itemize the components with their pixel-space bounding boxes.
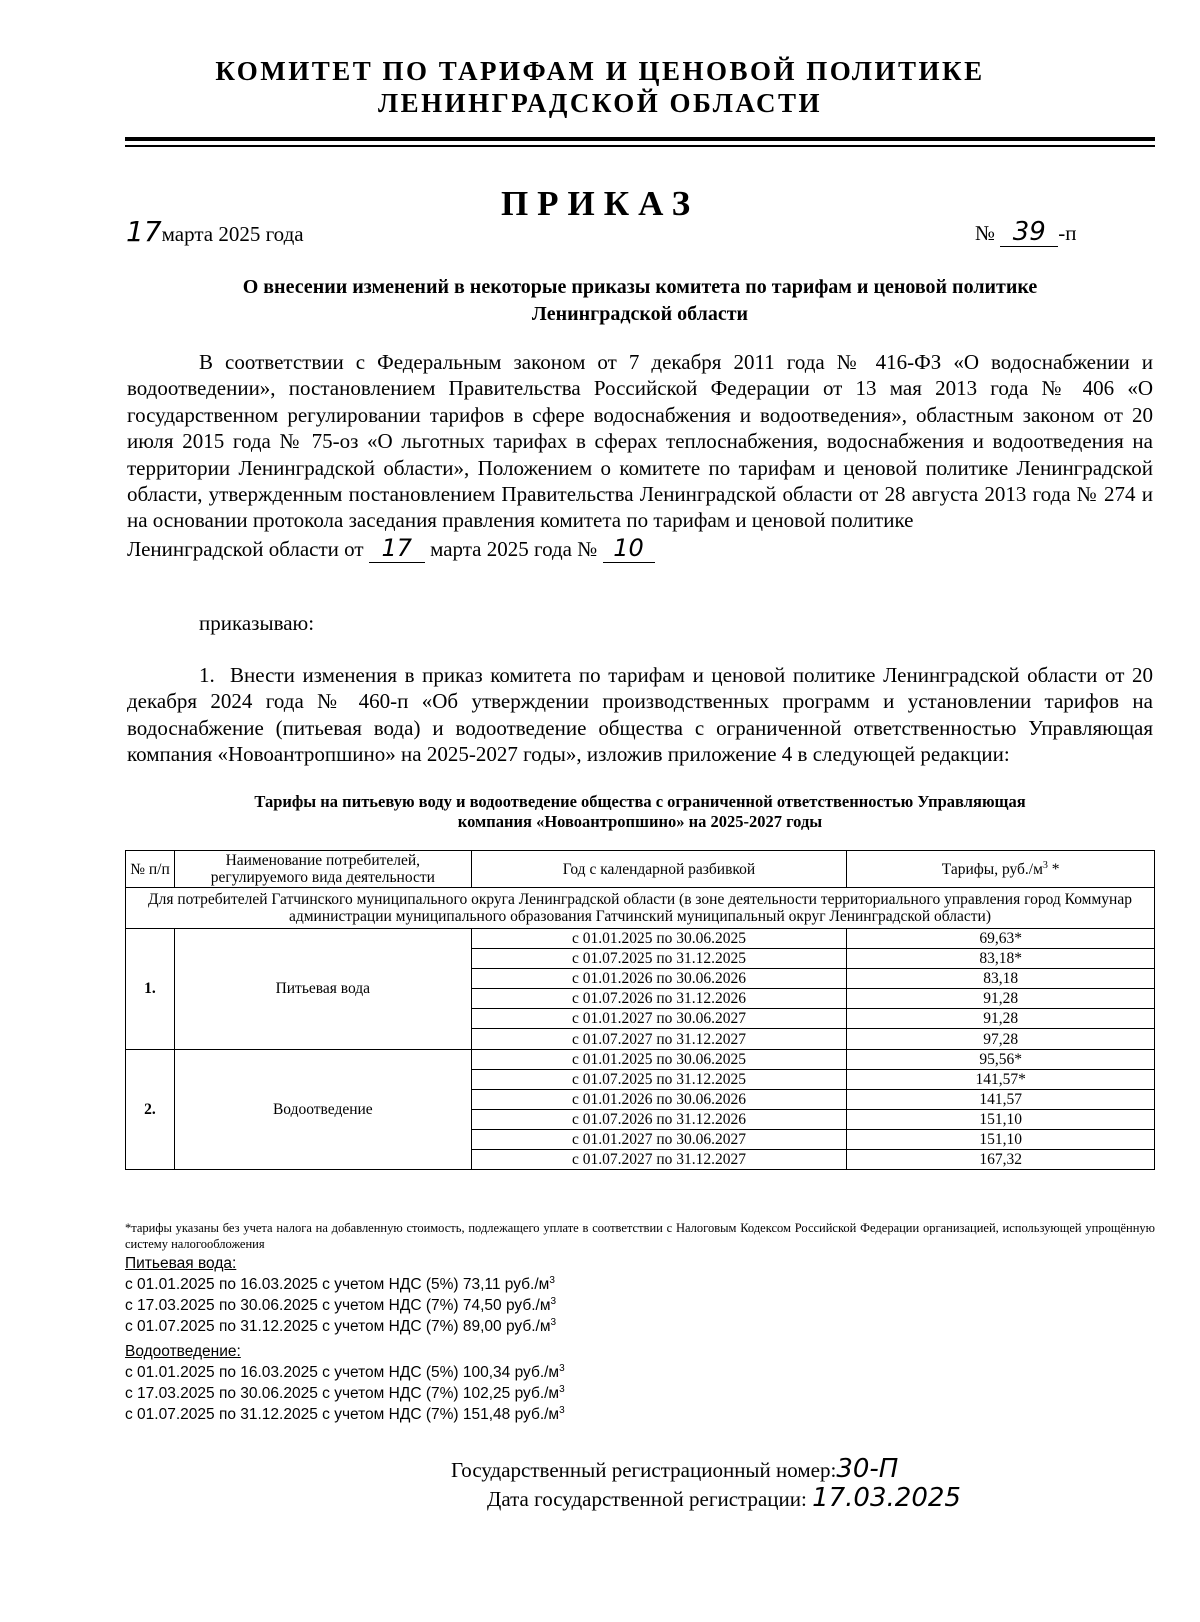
order-number-suffix: -п [1058, 221, 1077, 245]
registration-number-label: Государственный регистрационный номер: [451, 1458, 837, 1482]
header-rule-thick [125, 137, 1155, 141]
order-date-text: марта 2025 года [161, 222, 304, 246]
tariff-cell: 91,28 [847, 989, 1155, 1009]
col-header-period: Год с календарной разбивкой [471, 851, 847, 888]
vat-line-sup: 3 [559, 1404, 565, 1416]
table-row [126, 1049, 1155, 1069]
vat-block-sewage [125, 1341, 1025, 1425]
vat-line-text: с 17.03.2025 по 30.06.2025 с учетом НДС (7%) 102,25 руб./м [125, 1385, 560, 1402]
period-cell: с 01.07.2025 по 31.12.2025 [471, 949, 847, 969]
service-2-num: 2. [126, 1049, 175, 1170]
tariff-cell: 141,57* [847, 1069, 1155, 1089]
order-subject [125, 274, 1155, 328]
period-cell: с 01.01.2025 по 30.06.2025 [471, 929, 847, 949]
vat-line [125, 1295, 1025, 1316]
table-title-line2: компания «Новоантропшино» на 2025-2027 годы [457, 812, 823, 831]
table-header-row [126, 851, 1155, 888]
vat-line-text: с 17.03.2025 по 30.06.2025 с учетом НДС (7%) 74,50 руб./м [125, 1297, 551, 1314]
order-number-prefix: № [975, 221, 996, 245]
col-header-name: Наименование потребителей, регулируемого вида деятельности [174, 851, 471, 888]
vat-block-water [125, 1253, 1025, 1337]
registration-date [487, 1484, 961, 1512]
vat-line-text: с 01.01.2025 по 16.03.2025 с учетом НДС (5%) 73,11 руб./м [125, 1276, 550, 1293]
tariff-cell: 167,32 [847, 1150, 1155, 1170]
tariff-cell: 69,63* [847, 929, 1155, 949]
preamble [127, 349, 1153, 563]
vat-line-text: с 01.07.2025 по 31.12.2025 с учетом НДС (7%) 89,00 руб./м [125, 1318, 551, 1335]
service-2-name: Водоотведение [174, 1049, 471, 1170]
vat-line-text: с 01.01.2025 по 16.03.2025 с учетом НДС (5%) 100,34 руб./м [125, 1364, 560, 1381]
document-type-title: ПРИКАЗ [500, 184, 700, 223]
preamble-text: В соответствии с Федеральным законом от 7 декабря 2011 года № 416-ФЗ «О водоснабжении и водоотведении», постановлением Правительства Российской Федерации от 13 мая 2013 года № 406 «О государственном регулировании тарифов в сфере водоснабжения и водоотведения», областным законом от 20 июля 2015 года № 75-оз «О льготных тарифах в сферах теплоснабжения, водоснабжения и водоотведения на территории Ленинградской области», Положением о комитете по тарифам и ценовой политике Ленинградской области, утвержденным постановлением Правительства Ленинградской области от 28 августа 2013 года № 274 и на основании протокола заседания правления комитета по тарифам и ценовой политике [127, 350, 1153, 533]
vat-heading-sewage: Водоотведение: [125, 1343, 241, 1360]
vat-line [125, 1274, 1025, 1295]
col-header-tariff [847, 851, 1155, 888]
order-number-handwritten: 39 [1000, 218, 1058, 247]
registration-date-handwritten: 17.03.2025 [812, 1483, 961, 1513]
period-cell: с 01.01.2025 по 30.06.2025 [471, 1049, 847, 1069]
period-cell: с 01.07.2027 по 31.12.2027 [471, 1029, 847, 1049]
service-1-num: 1. [126, 929, 175, 1050]
order-date [126, 215, 304, 248]
vat-line-text: с 01.07.2025 по 31.12.2025 с учетом НДС (7%) 151,48 руб./м [125, 1406, 560, 1423]
registration-number [451, 1455, 898, 1483]
vat-heading-water: Питьевая вода: [125, 1255, 237, 1272]
vat-line-sup: 3 [550, 1316, 557, 1328]
table-row [126, 929, 1155, 949]
tariff-cell: 97,28 [847, 1029, 1155, 1049]
order-date-day-handwritten: 17 [126, 215, 162, 248]
vat-line [125, 1362, 1025, 1383]
order-subject-line1: О внесении изменений в некоторые приказы комитета по тарифам и ценовой политике [242, 276, 1038, 298]
tariff-cell: 83,18* [847, 949, 1155, 969]
protocol-middle: марта 2025 года № [430, 536, 598, 561]
registration-number-handwritten: 30-П [836, 1454, 899, 1484]
period-cell: с 01.07.2027 по 31.12.2027 [471, 1150, 847, 1170]
protocol-prefix: Ленинградской области от [127, 536, 364, 561]
col-header-tariff-star: * [1047, 860, 1060, 878]
order-subject-line2: Ленинградской области [531, 303, 749, 325]
tariff-cell: 141,57 [847, 1089, 1155, 1109]
group-caption: Для потребителей Гатчинского муниципального округа Ленинградской области (в зоне деятельности территориального управления город Коммунар администрации муниципального образования Гатчинский муниципальный округ Ленинградской области) [126, 888, 1155, 929]
item-1-text: Внести изменения в приказ комитета по тарифам и ценовой политике Ленинградской области от 20 декабря 2024 года № 460-п «Об утверждении производственных программ и установлении тарифов на водоснабжение (питьевая вода) и водоотведение общества с ограниченной ответственностью Управляющая компания «Новоантропшино» на 2025-2027 годы», изложив приложение 4 в следующей редакции: [127, 663, 1153, 767]
tariff-cell: 91,28 [847, 1009, 1155, 1029]
vat-line-sup: 3 [549, 1274, 555, 1286]
preamble-protocol-line [127, 534, 1153, 563]
col-header-tariff-sup: 3 [1042, 859, 1048, 871]
org-name-line2: ЛЕНИНГРАДСКОЙ ОБЛАСТИ [377, 88, 823, 118]
period-cell: с 01.07.2026 по 31.12.2026 [471, 1109, 847, 1129]
registration-date-label: Дата государственной регистрации: [487, 1487, 807, 1511]
vat-line-sup: 3 [550, 1295, 557, 1307]
table-footnote: *тарифы указаны без учета налога на добавленную стоимость, подлежащего уплате в соответствии с Налоговым Кодексом Российской Федерации организацией, использующей упрощённую систему налогообложения [125, 1221, 1155, 1251]
period-cell: с 01.07.2026 по 31.12.2026 [471, 989, 847, 1009]
table-group-row [126, 888, 1155, 929]
service-1-name: Питьевая вода [174, 929, 471, 1050]
col-header-tariff-text: Тарифы, руб./м [941, 860, 1043, 878]
tariff-cell: 151,10 [847, 1109, 1155, 1129]
tariffs-table [125, 850, 1155, 1170]
period-cell: с 01.07.2025 по 31.12.2025 [471, 1069, 847, 1089]
table-title-line1: Тарифы на питьевую воду и водоотведение общества с ограниченной ответственностью Управляющая [254, 792, 1026, 811]
item-1-number: 1. [199, 663, 215, 687]
period-cell: с 01.01.2027 по 30.06.2027 [471, 1129, 847, 1149]
vat-line [125, 1316, 1025, 1337]
order-number [975, 218, 1077, 247]
decree-word: приказываю: [199, 611, 315, 635]
vat-line-sup: 3 [559, 1362, 565, 1374]
protocol-number-handwritten: 10 [603, 534, 655, 563]
header-rule-thin [125, 145, 1155, 147]
item-1 [127, 662, 1153, 768]
col-header-num: № п/п [126, 851, 175, 888]
tariff-cell: 83,18 [847, 969, 1155, 989]
protocol-day-handwritten: 17 [369, 534, 425, 563]
tariff-cell: 95,56* [847, 1049, 1155, 1069]
vat-line [125, 1383, 1025, 1404]
period-cell: с 01.01.2027 по 30.06.2027 [471, 1009, 847, 1029]
vat-line-sup: 3 [559, 1383, 565, 1395]
period-cell: с 01.01.2026 по 30.06.2026 [471, 1089, 847, 1109]
vat-line [125, 1404, 1025, 1425]
tariff-cell: 151,10 [847, 1129, 1155, 1149]
table-title [125, 792, 1155, 832]
org-name-line1: КОМИТЕТ ПО ТАРИФАМ И ЦЕНОВОЙ ПОЛИТИКЕ [215, 56, 985, 86]
period-cell: с 01.01.2026 по 30.06.2026 [471, 969, 847, 989]
